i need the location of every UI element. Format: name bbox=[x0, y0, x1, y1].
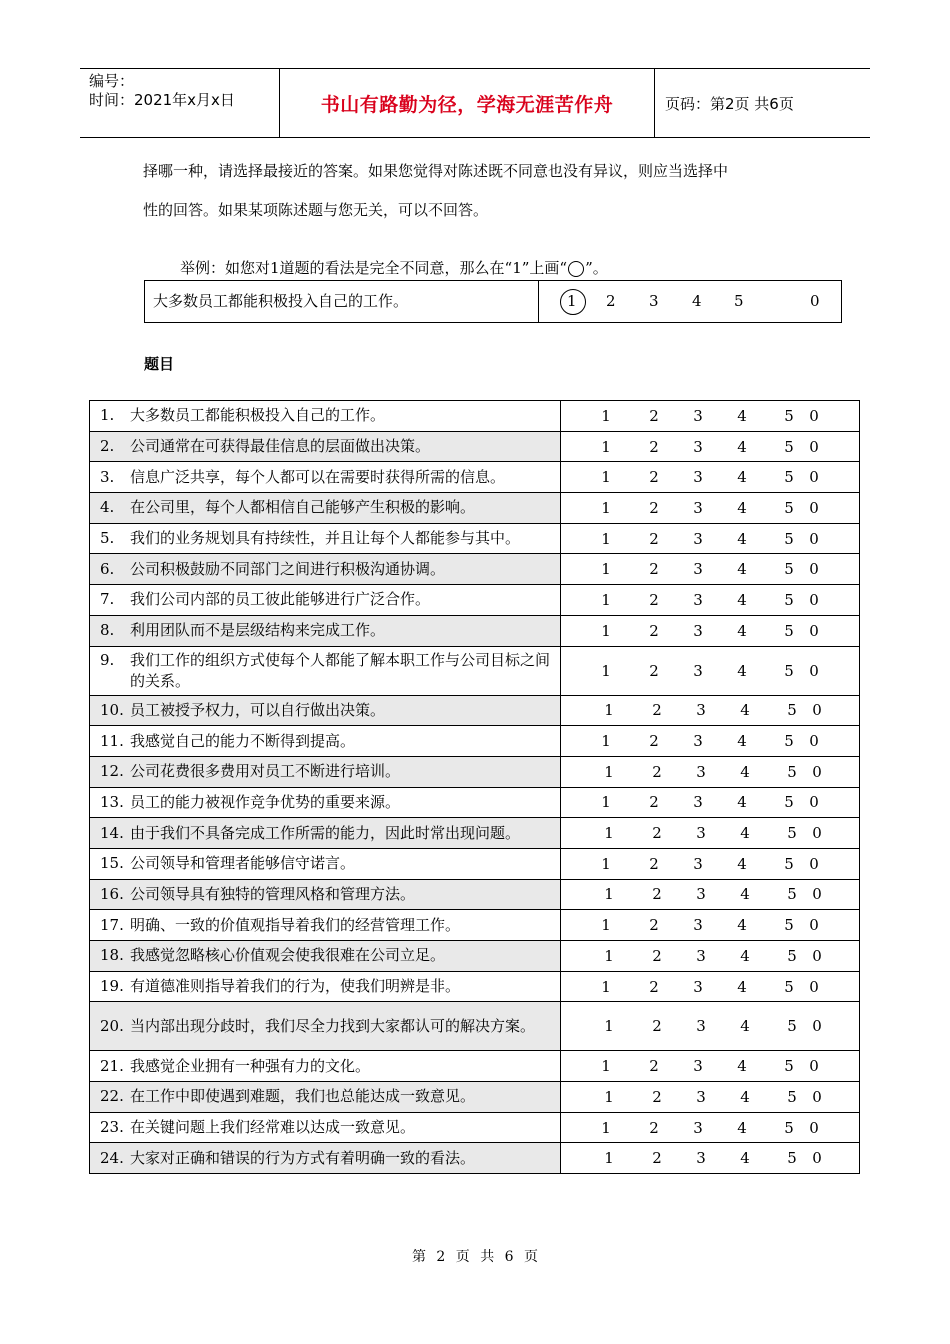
question-row bbox=[90, 941, 860, 972]
question-text: 我们公司内部的员工彼此能够进行广泛合作。 bbox=[130, 590, 431, 609]
rating-option-5[interactable]: 5 bbox=[784, 498, 794, 517]
rating-option-3[interactable]: 3 bbox=[696, 885, 706, 904]
question-row bbox=[90, 756, 860, 787]
rating-option-2[interactable]: 2 bbox=[649, 732, 659, 751]
question-row bbox=[90, 585, 860, 616]
question-text: 我感觉企业拥有一种强有力的文化。 bbox=[130, 1056, 371, 1075]
rating-option-0[interactable]: 0 bbox=[809, 793, 819, 812]
question-text-cell bbox=[90, 462, 561, 493]
question-row bbox=[90, 1051, 860, 1082]
question-row bbox=[90, 615, 860, 646]
rating-option-2[interactable]: 2 bbox=[652, 762, 662, 781]
rating-scale-cell bbox=[561, 910, 860, 941]
rating-option-5[interactable]: 5 bbox=[784, 621, 794, 640]
rating-option-5[interactable]: 5 bbox=[784, 560, 794, 579]
question-row bbox=[90, 462, 860, 493]
example-suffix: ”。 bbox=[585, 259, 608, 277]
rating-option-4[interactable]: 4 bbox=[737, 916, 747, 935]
question-text: 公司积极鼓励不同部门之间进行积极沟通协调。 bbox=[130, 559, 446, 578]
rating-option-3[interactable]: 3 bbox=[696, 701, 706, 720]
rating-option-1[interactable]: 1 bbox=[604, 824, 614, 843]
question-text: 我们工作的组织方式使每个人都能了解本职工作与公司目标之间的关系。 bbox=[130, 650, 551, 690]
rating-scale-cell bbox=[561, 646, 860, 695]
question-text: 由于我们不具备完成工作所需的能力，因此时常出现问题。 bbox=[130, 823, 521, 842]
rating-scale-cell bbox=[561, 554, 860, 585]
question-text: 在工作中即使遇到难题，我们也总能达成一致意见。 bbox=[130, 1087, 476, 1106]
rating-option-1[interactable]: 1 bbox=[601, 1118, 611, 1137]
rating-option-0[interactable]: 0 bbox=[809, 1118, 819, 1137]
question-number: 17. bbox=[100, 915, 124, 934]
question-row bbox=[90, 554, 860, 585]
rating-option-1[interactable]: 1 bbox=[601, 661, 611, 680]
rating-option-1[interactable]: 1 bbox=[601, 1057, 611, 1076]
question-text-cell bbox=[90, 523, 561, 554]
question-number: 13. bbox=[100, 792, 124, 811]
question-number: 16. bbox=[100, 884, 124, 903]
rating-option-0[interactable]: 0 bbox=[809, 621, 819, 640]
rating-option-4[interactable]: 4 bbox=[737, 529, 747, 548]
rating-option-0[interactable]: 0 bbox=[809, 468, 819, 487]
question-text-cell bbox=[90, 941, 561, 972]
question-text-cell bbox=[90, 1002, 561, 1051]
rating-option-0[interactable]: 0 bbox=[809, 590, 819, 609]
question-row bbox=[90, 1112, 860, 1143]
question-number: 5. bbox=[100, 529, 115, 548]
section-title: 题目 bbox=[144, 355, 175, 373]
question-number: 1. bbox=[100, 406, 115, 425]
rating-option-5[interactable]: 5 bbox=[784, 916, 794, 935]
rating-option-2[interactable]: 2 bbox=[652, 885, 662, 904]
rating-option-1[interactable]: 1 bbox=[604, 1017, 614, 1036]
rating-option-0[interactable]: 0 bbox=[809, 560, 819, 579]
rating-scale-cell bbox=[561, 726, 860, 757]
rating-option-3[interactable]: 3 bbox=[693, 1118, 703, 1137]
rating-option-3[interactable]: 3 bbox=[693, 590, 703, 609]
rating-option-4[interactable]: 4 bbox=[737, 661, 747, 680]
question-text-cell bbox=[90, 787, 561, 818]
rating-option-2[interactable]: 2 bbox=[649, 406, 659, 425]
example-instruction bbox=[180, 257, 608, 278]
rating-option-0[interactable]: 0 bbox=[809, 498, 819, 517]
rating-option-1[interactable]: 1 bbox=[604, 762, 614, 781]
rating-option-5[interactable]: 5 bbox=[787, 1149, 797, 1168]
question-text-cell bbox=[90, 401, 561, 432]
question-row bbox=[90, 401, 860, 432]
rating-option-1[interactable]: 1 bbox=[601, 854, 611, 873]
rating-option-0[interactable]: 0 bbox=[809, 977, 819, 996]
rating-option-5[interactable]: 5 bbox=[784, 1057, 794, 1076]
rating-option-3[interactable]: 3 bbox=[693, 468, 703, 487]
question-number: 20. bbox=[100, 1016, 124, 1035]
rating-scale-cell bbox=[561, 431, 860, 462]
intro-line-2: 性的回答。如果某项陈述题与您无关，可以不回答。 bbox=[143, 201, 489, 219]
question-number: 6. bbox=[100, 559, 115, 578]
rating-option-5[interactable]: 5 bbox=[784, 977, 794, 996]
rating-option-2[interactable]: 2 bbox=[649, 1118, 659, 1137]
question-number: 24. bbox=[100, 1148, 124, 1167]
rating-option-3[interactable]: 3 bbox=[696, 762, 706, 781]
question-text: 大家对正确和错误的行为方式有着明确一致的看法。 bbox=[130, 1148, 476, 1167]
question-text-cell bbox=[90, 493, 561, 524]
rating-option-5[interactable]: 5 bbox=[784, 854, 794, 873]
rating-option-2[interactable]: 2 bbox=[649, 498, 659, 517]
rating-option-0[interactable]: 0 bbox=[809, 529, 819, 548]
rating-option-5[interactable]: 5 bbox=[787, 824, 797, 843]
rating-option-4[interactable]: 4 bbox=[737, 1118, 747, 1137]
rating-option-3[interactable]: 3 bbox=[693, 560, 703, 579]
rating-option-0[interactable]: 0 bbox=[812, 1017, 822, 1036]
rating-option-4[interactable]: 4 bbox=[737, 406, 747, 425]
rating-option-2[interactable]: 2 bbox=[649, 977, 659, 996]
rating-option-4[interactable]: 4 bbox=[740, 1149, 750, 1168]
rating-option-2[interactable]: 2 bbox=[652, 1017, 662, 1036]
rating-option-2[interactable]: 2 bbox=[649, 529, 659, 548]
rating-option-1[interactable]: 1 bbox=[601, 916, 611, 935]
rating-option-1[interactable]: 1 bbox=[601, 732, 611, 751]
rating-option-0[interactable]: 0 bbox=[809, 406, 819, 425]
questions-table bbox=[89, 400, 860, 1174]
rating-option-4[interactable]: 4 bbox=[740, 885, 750, 904]
rating-option-4[interactable]: 4 bbox=[737, 977, 747, 996]
question-row bbox=[90, 787, 860, 818]
question-text: 在关键问题上我们经常难以达成一致意见。 bbox=[130, 1118, 416, 1137]
rating-option-2[interactable]: 2 bbox=[652, 1087, 662, 1106]
rating-option-1[interactable]: 1 bbox=[601, 590, 611, 609]
intro-line-1: 择哪一种，请选择最接近的答案。如果您觉得对陈述既不同意也没有异议，则应当选择中 bbox=[143, 162, 729, 180]
question-row bbox=[90, 523, 860, 554]
rating-scale-cell bbox=[561, 756, 860, 787]
rating-scale-cell bbox=[561, 787, 860, 818]
rating-scale-cell bbox=[561, 493, 860, 524]
question-text-cell bbox=[90, 554, 561, 585]
rating-option-0[interactable]: 0 bbox=[812, 701, 822, 720]
rating-option-5[interactable]: 5 bbox=[787, 1017, 797, 1036]
rating-option-1[interactable]: 1 bbox=[604, 701, 614, 720]
question-text-cell bbox=[90, 431, 561, 462]
rating-option-3[interactable]: 3 bbox=[693, 437, 703, 456]
rating-option-5[interactable]: 5 bbox=[784, 437, 794, 456]
question-number: 18. bbox=[100, 946, 124, 965]
question-text-cell bbox=[90, 1143, 561, 1174]
circle-mark-icon bbox=[568, 261, 584, 277]
rating-option-3[interactable]: 3 bbox=[693, 1057, 703, 1076]
rating-option-2[interactable]: 2 bbox=[649, 621, 659, 640]
rating-scale-cell bbox=[561, 615, 860, 646]
rating-option-0[interactable]: 0 bbox=[812, 885, 822, 904]
question-text: 我们的业务规划具有持续性，并且让每个人都能参与其中。 bbox=[130, 529, 521, 548]
question-text: 公司花费很多费用对员工不断进行培训。 bbox=[130, 762, 401, 781]
rating-option-2[interactable]: 2 bbox=[649, 661, 659, 680]
rating-option-3[interactable]: 3 bbox=[693, 621, 703, 640]
question-text-cell bbox=[90, 695, 561, 726]
rating-option-1[interactable]: 1 bbox=[601, 529, 611, 548]
question-number: 21. bbox=[100, 1056, 124, 1075]
rating-scale-cell bbox=[561, 585, 860, 616]
rating-option-5[interactable]: 5 bbox=[784, 1118, 794, 1137]
question-text: 大多数员工都能积极投入自己的工作。 bbox=[130, 406, 386, 425]
question-text: 在公司里，每个人都相信自己能够产生积极的影响。 bbox=[130, 498, 476, 517]
question-number: 19. bbox=[100, 977, 124, 996]
question-text-cell bbox=[90, 818, 561, 849]
rating-option-1[interactable]: 1 bbox=[601, 977, 611, 996]
rating-option-4[interactable]: 4 bbox=[737, 732, 747, 751]
rating-option-1[interactable]: 1 bbox=[604, 946, 614, 965]
rating-option-3[interactable]: 3 bbox=[693, 406, 703, 425]
rating-option-4[interactable]: 4 bbox=[737, 793, 747, 812]
rating-option-2[interactable]: 2 bbox=[649, 916, 659, 935]
rating-scale-cell bbox=[561, 971, 860, 1002]
question-text-cell bbox=[90, 1112, 561, 1143]
example-scale-0: 0 bbox=[810, 292, 820, 310]
rating-option-4[interactable]: 4 bbox=[740, 946, 750, 965]
rating-option-0[interactable]: 0 bbox=[809, 854, 819, 873]
question-text: 员工被授予权力，可以自行做出决策。 bbox=[130, 700, 386, 719]
question-row bbox=[90, 431, 860, 462]
rating-option-0[interactable]: 0 bbox=[809, 916, 819, 935]
rating-option-4[interactable]: 4 bbox=[740, 1087, 750, 1106]
rating-option-0[interactable]: 0 bbox=[809, 437, 819, 456]
rating-option-2[interactable]: 2 bbox=[649, 854, 659, 873]
rating-scale-cell bbox=[561, 848, 860, 879]
rating-option-5[interactable]: 5 bbox=[784, 793, 794, 812]
question-number: 11. bbox=[100, 731, 124, 750]
example-scale-2: 2 bbox=[606, 292, 616, 310]
rating-scale-cell bbox=[561, 1051, 860, 1082]
rating-option-4[interactable]: 4 bbox=[737, 437, 747, 456]
question-row bbox=[90, 1082, 860, 1113]
example-prefix: 举例：如您对1道题的看法是完全不同意，那么在“1”上画“ bbox=[180, 259, 568, 277]
rating-option-2[interactable]: 2 bbox=[652, 1149, 662, 1168]
question-row bbox=[90, 1002, 860, 1051]
question-number: 3. bbox=[100, 467, 115, 486]
rating-option-0[interactable]: 0 bbox=[812, 824, 822, 843]
question-text: 公司领导和管理者能够信守诺言。 bbox=[130, 854, 356, 873]
example-row bbox=[144, 280, 842, 323]
rating-option-3[interactable]: 3 bbox=[693, 854, 703, 873]
rating-option-1[interactable]: 1 bbox=[601, 437, 611, 456]
question-text-cell bbox=[90, 646, 561, 695]
question-text-cell bbox=[90, 971, 561, 1002]
rating-option-1[interactable]: 1 bbox=[601, 793, 611, 812]
rating-option-5[interactable]: 5 bbox=[787, 701, 797, 720]
question-text: 员工的能力被视作竞争优势的重要来源。 bbox=[130, 792, 401, 811]
rating-option-2[interactable]: 2 bbox=[652, 946, 662, 965]
rating-option-5[interactable]: 5 bbox=[787, 885, 797, 904]
question-text: 公司通常在可获得最佳信息的层面做出决策。 bbox=[130, 437, 431, 456]
rating-option-4[interactable]: 4 bbox=[737, 854, 747, 873]
question-number: 9. bbox=[100, 650, 115, 669]
question-text-cell bbox=[90, 1082, 561, 1113]
rating-option-2[interactable]: 2 bbox=[649, 560, 659, 579]
rating-option-3[interactable]: 3 bbox=[696, 1087, 706, 1106]
question-text-cell bbox=[90, 1051, 561, 1082]
question-number: 7. bbox=[100, 590, 115, 609]
rating-option-2[interactable]: 2 bbox=[649, 437, 659, 456]
rating-option-1[interactable]: 1 bbox=[601, 468, 611, 487]
document-header bbox=[80, 68, 870, 138]
question-number: 14. bbox=[100, 823, 124, 842]
rating-option-0[interactable]: 0 bbox=[809, 732, 819, 751]
rating-option-2[interactable]: 2 bbox=[649, 590, 659, 609]
rating-scale-cell bbox=[561, 818, 860, 849]
question-text-cell bbox=[90, 756, 561, 787]
rating-scale-cell bbox=[561, 1143, 860, 1174]
rating-option-5[interactable]: 5 bbox=[784, 529, 794, 548]
rating-option-3[interactable]: 3 bbox=[693, 498, 703, 517]
question-row bbox=[90, 695, 860, 726]
rating-option-0[interactable]: 0 bbox=[812, 762, 822, 781]
rating-option-3[interactable]: 3 bbox=[696, 1017, 706, 1036]
question-number: 23. bbox=[100, 1118, 124, 1137]
question-number: 2. bbox=[100, 437, 115, 456]
question-text: 有道德准则指导着我们的行为，使我们明辨是非。 bbox=[130, 977, 461, 996]
header-meta bbox=[80, 69, 280, 137]
question-text: 信息广泛共享，每个人都可以在需要时获得所需的信息。 bbox=[130, 467, 506, 486]
question-number: 12. bbox=[100, 762, 124, 781]
question-text-cell bbox=[90, 585, 561, 616]
rating-option-2[interactable]: 2 bbox=[652, 824, 662, 843]
example-scale-1: 1 bbox=[567, 292, 577, 310]
question-text: 当内部出现分歧时，我们尽全力找到大家都认可的解决方案。 bbox=[130, 1016, 536, 1035]
question-number: 4. bbox=[100, 498, 115, 517]
rating-scale-cell bbox=[561, 1112, 860, 1143]
rating-option-3[interactable]: 3 bbox=[693, 529, 703, 548]
rating-option-4[interactable]: 4 bbox=[740, 701, 750, 720]
rating-option-0[interactable]: 0 bbox=[809, 661, 819, 680]
rating-scale-cell bbox=[561, 1082, 860, 1113]
rating-scale-cell bbox=[561, 462, 860, 493]
rating-scale-cell bbox=[561, 401, 860, 432]
page-footer: 第 2 页 共 6 页 bbox=[411, 1249, 539, 1265]
rating-option-3[interactable]: 3 bbox=[696, 946, 706, 965]
rating-option-3[interactable]: 3 bbox=[693, 793, 703, 812]
question-row bbox=[90, 726, 860, 757]
rating-option-3[interactable]: 3 bbox=[693, 977, 703, 996]
rating-option-5[interactable]: 5 bbox=[784, 732, 794, 751]
question-row bbox=[90, 971, 860, 1002]
question-number: 15. bbox=[100, 854, 124, 873]
question-row bbox=[90, 818, 860, 849]
rating-option-5[interactable]: 5 bbox=[784, 468, 794, 487]
rating-option-4[interactable]: 4 bbox=[737, 621, 747, 640]
question-text: 利用团队而不是层级结构来完成工作。 bbox=[130, 621, 386, 640]
rating-option-4[interactable]: 4 bbox=[740, 1017, 750, 1036]
question-text: 我感觉忽略核心价值观会使我很难在公司立足。 bbox=[130, 946, 446, 965]
rating-option-2[interactable]: 2 bbox=[652, 701, 662, 720]
question-text-cell bbox=[90, 726, 561, 757]
question-text-cell bbox=[90, 848, 561, 879]
rating-option-1[interactable]: 1 bbox=[601, 560, 611, 579]
rating-option-4[interactable]: 4 bbox=[740, 824, 750, 843]
rating-option-3[interactable]: 3 bbox=[696, 824, 706, 843]
example-scale-4: 4 bbox=[692, 292, 702, 310]
rating-scale-cell bbox=[561, 941, 860, 972]
question-number: 10. bbox=[100, 700, 124, 719]
rating-scale-cell bbox=[561, 1002, 860, 1051]
question-text-cell bbox=[90, 910, 561, 941]
header-page-info: 页码：第2页 共6页 bbox=[654, 69, 870, 137]
rating-option-1[interactable]: 1 bbox=[601, 621, 611, 640]
question-row bbox=[90, 493, 860, 524]
header-slogan: 书山有路勤为径，学海无涯苦作舟 bbox=[320, 93, 614, 116]
rating-option-4[interactable]: 4 bbox=[737, 1057, 747, 1076]
rating-option-1[interactable]: 1 bbox=[601, 406, 611, 425]
rating-option-4[interactable]: 4 bbox=[737, 560, 747, 579]
question-text: 公司领导具有独特的管理风格和管理方法。 bbox=[130, 884, 416, 903]
question-row bbox=[90, 910, 860, 941]
rating-option-0[interactable]: 0 bbox=[812, 1149, 822, 1168]
rating-option-2[interactable]: 2 bbox=[649, 793, 659, 812]
rating-option-3[interactable]: 3 bbox=[693, 661, 703, 680]
question-number: 22. bbox=[100, 1087, 124, 1106]
example-scale-5: 5 bbox=[734, 292, 744, 310]
rating-option-5[interactable]: 5 bbox=[784, 406, 794, 425]
rating-option-1[interactable]: 1 bbox=[604, 885, 614, 904]
question-number: 8. bbox=[100, 621, 115, 640]
rating-scale-cell bbox=[561, 879, 860, 910]
rating-option-3[interactable]: 3 bbox=[693, 916, 703, 935]
question-text: 明确、一致的价值观指导着我们的经营管理工作。 bbox=[130, 915, 461, 934]
rating-option-3[interactable]: 3 bbox=[696, 1149, 706, 1168]
rating-option-5[interactable]: 5 bbox=[787, 946, 797, 965]
example-statement: 大多数员工都能积极投入自己的工作。 bbox=[145, 281, 539, 322]
rating-option-2[interactable]: 2 bbox=[649, 468, 659, 487]
rating-option-4[interactable]: 4 bbox=[740, 762, 750, 781]
rating-option-4[interactable]: 4 bbox=[737, 498, 747, 517]
rating-option-1[interactable]: 1 bbox=[604, 1087, 614, 1106]
rating-option-5[interactable]: 5 bbox=[784, 661, 794, 680]
rating-option-5[interactable]: 5 bbox=[787, 762, 797, 781]
example-scale-3: 3 bbox=[649, 292, 659, 310]
rating-option-2[interactable]: 2 bbox=[649, 1057, 659, 1076]
question-text-cell bbox=[90, 615, 561, 646]
rating-option-3[interactable]: 3 bbox=[693, 732, 703, 751]
date-line: 时间：2021年x月x日 bbox=[89, 91, 235, 109]
question-text-cell bbox=[90, 879, 561, 910]
rating-scale-cell bbox=[561, 523, 860, 554]
rating-option-0[interactable]: 0 bbox=[812, 1087, 822, 1106]
question-row bbox=[90, 646, 860, 695]
rating-scale-cell bbox=[561, 695, 860, 726]
question-row bbox=[90, 1143, 860, 1174]
rating-option-0[interactable]: 0 bbox=[812, 946, 822, 965]
serial-label: 编号： bbox=[89, 72, 135, 90]
question-row bbox=[90, 879, 860, 910]
rating-option-4[interactable]: 4 bbox=[737, 468, 747, 487]
question-text: 我感觉自己的能力不断得到提高。 bbox=[130, 731, 356, 750]
question-row bbox=[90, 848, 860, 879]
rating-option-5[interactable]: 5 bbox=[787, 1087, 797, 1106]
rating-option-4[interactable]: 4 bbox=[737, 590, 747, 609]
rating-option-1[interactable]: 1 bbox=[604, 1149, 614, 1168]
rating-option-1[interactable]: 1 bbox=[601, 498, 611, 517]
rating-option-0[interactable]: 0 bbox=[809, 1057, 819, 1076]
rating-option-5[interactable]: 5 bbox=[784, 590, 794, 609]
